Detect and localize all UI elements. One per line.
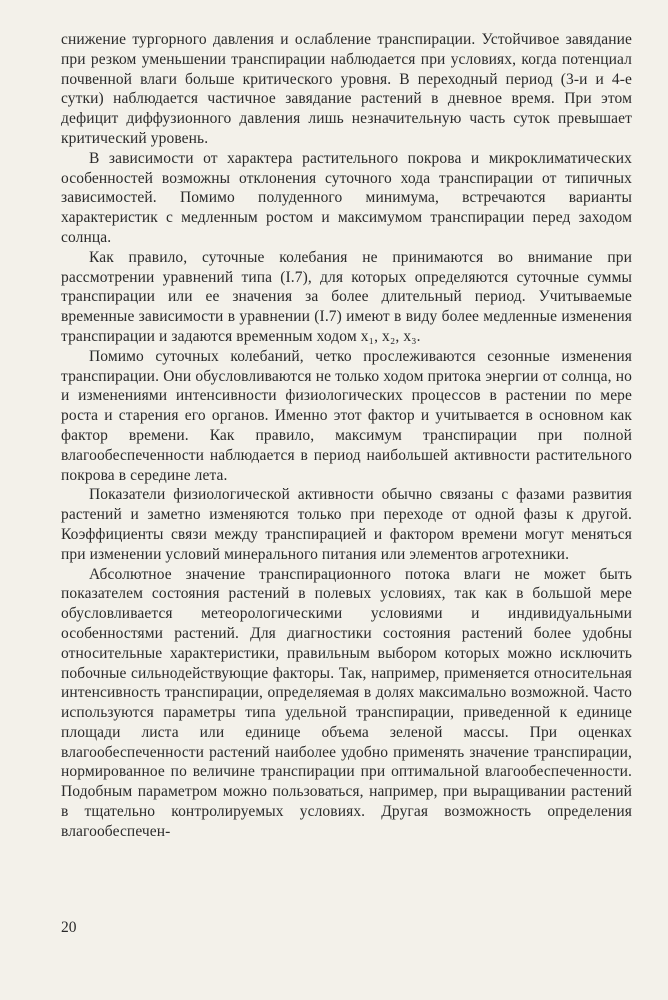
page-number: 20 xyxy=(61,919,77,936)
paragraph-5: Показатели физиологической активности обычно связаны с фазами развития растений и заметно изменяются только при переходе от одной фазы к другой. Коэффициенты связи между транспирацией и фактором времени могут меняться при изменении условий минерального питания или элементов агротехники. xyxy=(61,486,632,563)
paragraph-2: В зависимости от характера растительного покрова и микроклиматических особенностей возможны отклонения суточного хода транспирации от типичных зависимостей. Помимо полуденного минимума, встречаются варианты характеристик с медленным ростом и максимумом транспирации перед заходом солнца. xyxy=(61,149,632,246)
paragraph-3: Как правило, суточные колебания не принимаются во внимание при рассмотрении уравнений типа (I.7), для которых определяются суточные суммы транспирации или ее значения за более длительный период. Учитываемые временные зависимости в уравнении (I.7) имеют в виду более медленные изменения транспирации и задаются временным ходом x₁, x₂, x₃. xyxy=(61,248,632,345)
paragraph-1: снижение тургорного давления и ослабление транспирации. Устойчивое завядание при резком уменьшении транспирации наблюдается при условиях, когда потенциал почвенной влаги больше критического уровня. В переходный период (3-и и 4-е сутки) наблюдается частичное завядание растений в дневное время. При этом дефицит диффузионного давления лишь незначительную часть суток превышает критический уровень. xyxy=(61,31,632,147)
paragraph-6: Абсолютное значение транспирационного потока влаги не может быть показателем состояния растений в полевых условиях, так как в большой мере обусловливается метеорологическими условиями и индивидуальными особенностями растений. Для диагностики состояния растений более удобны относительные характеристики, правильным выбором которых можно исключить побочные сильнодействующие факторы. Так, например, применяется относительная интенсивность транспирации, определяемая в долях максимально возможной. Часто используются параметры типа удельной транспирации, приведенной к единице площади листа или единице объема зеленой массы. При оценках влагообеспеченности растений наиболее удобно применять значение транспирации, нормированное по величине транспирации при оптимальной влагообеспеченности. Подобным параметром можно пользоваться, например, при выращивании растений в тщательно контролируемых условиях. Другая возможность определения влагообеспечен- xyxy=(61,565,632,840)
body-text xyxy=(61,30,632,842)
paragraph-4: Помимо суточных колебаний, четко прослеживаются сезонные изменения транспирации. Они обусловливаются не только ходом притока энергии от солнца, но и изменениями интенсивности физиологических процессов в растении по мере роста и старения его органов. Именно этот фактор и учитывается в основном как фактор времени. Как правило, максимум транспирации при полной влагообеспеченности наблюдается в период наибольшей активности растительного покрова в середине лета. xyxy=(61,347,632,484)
